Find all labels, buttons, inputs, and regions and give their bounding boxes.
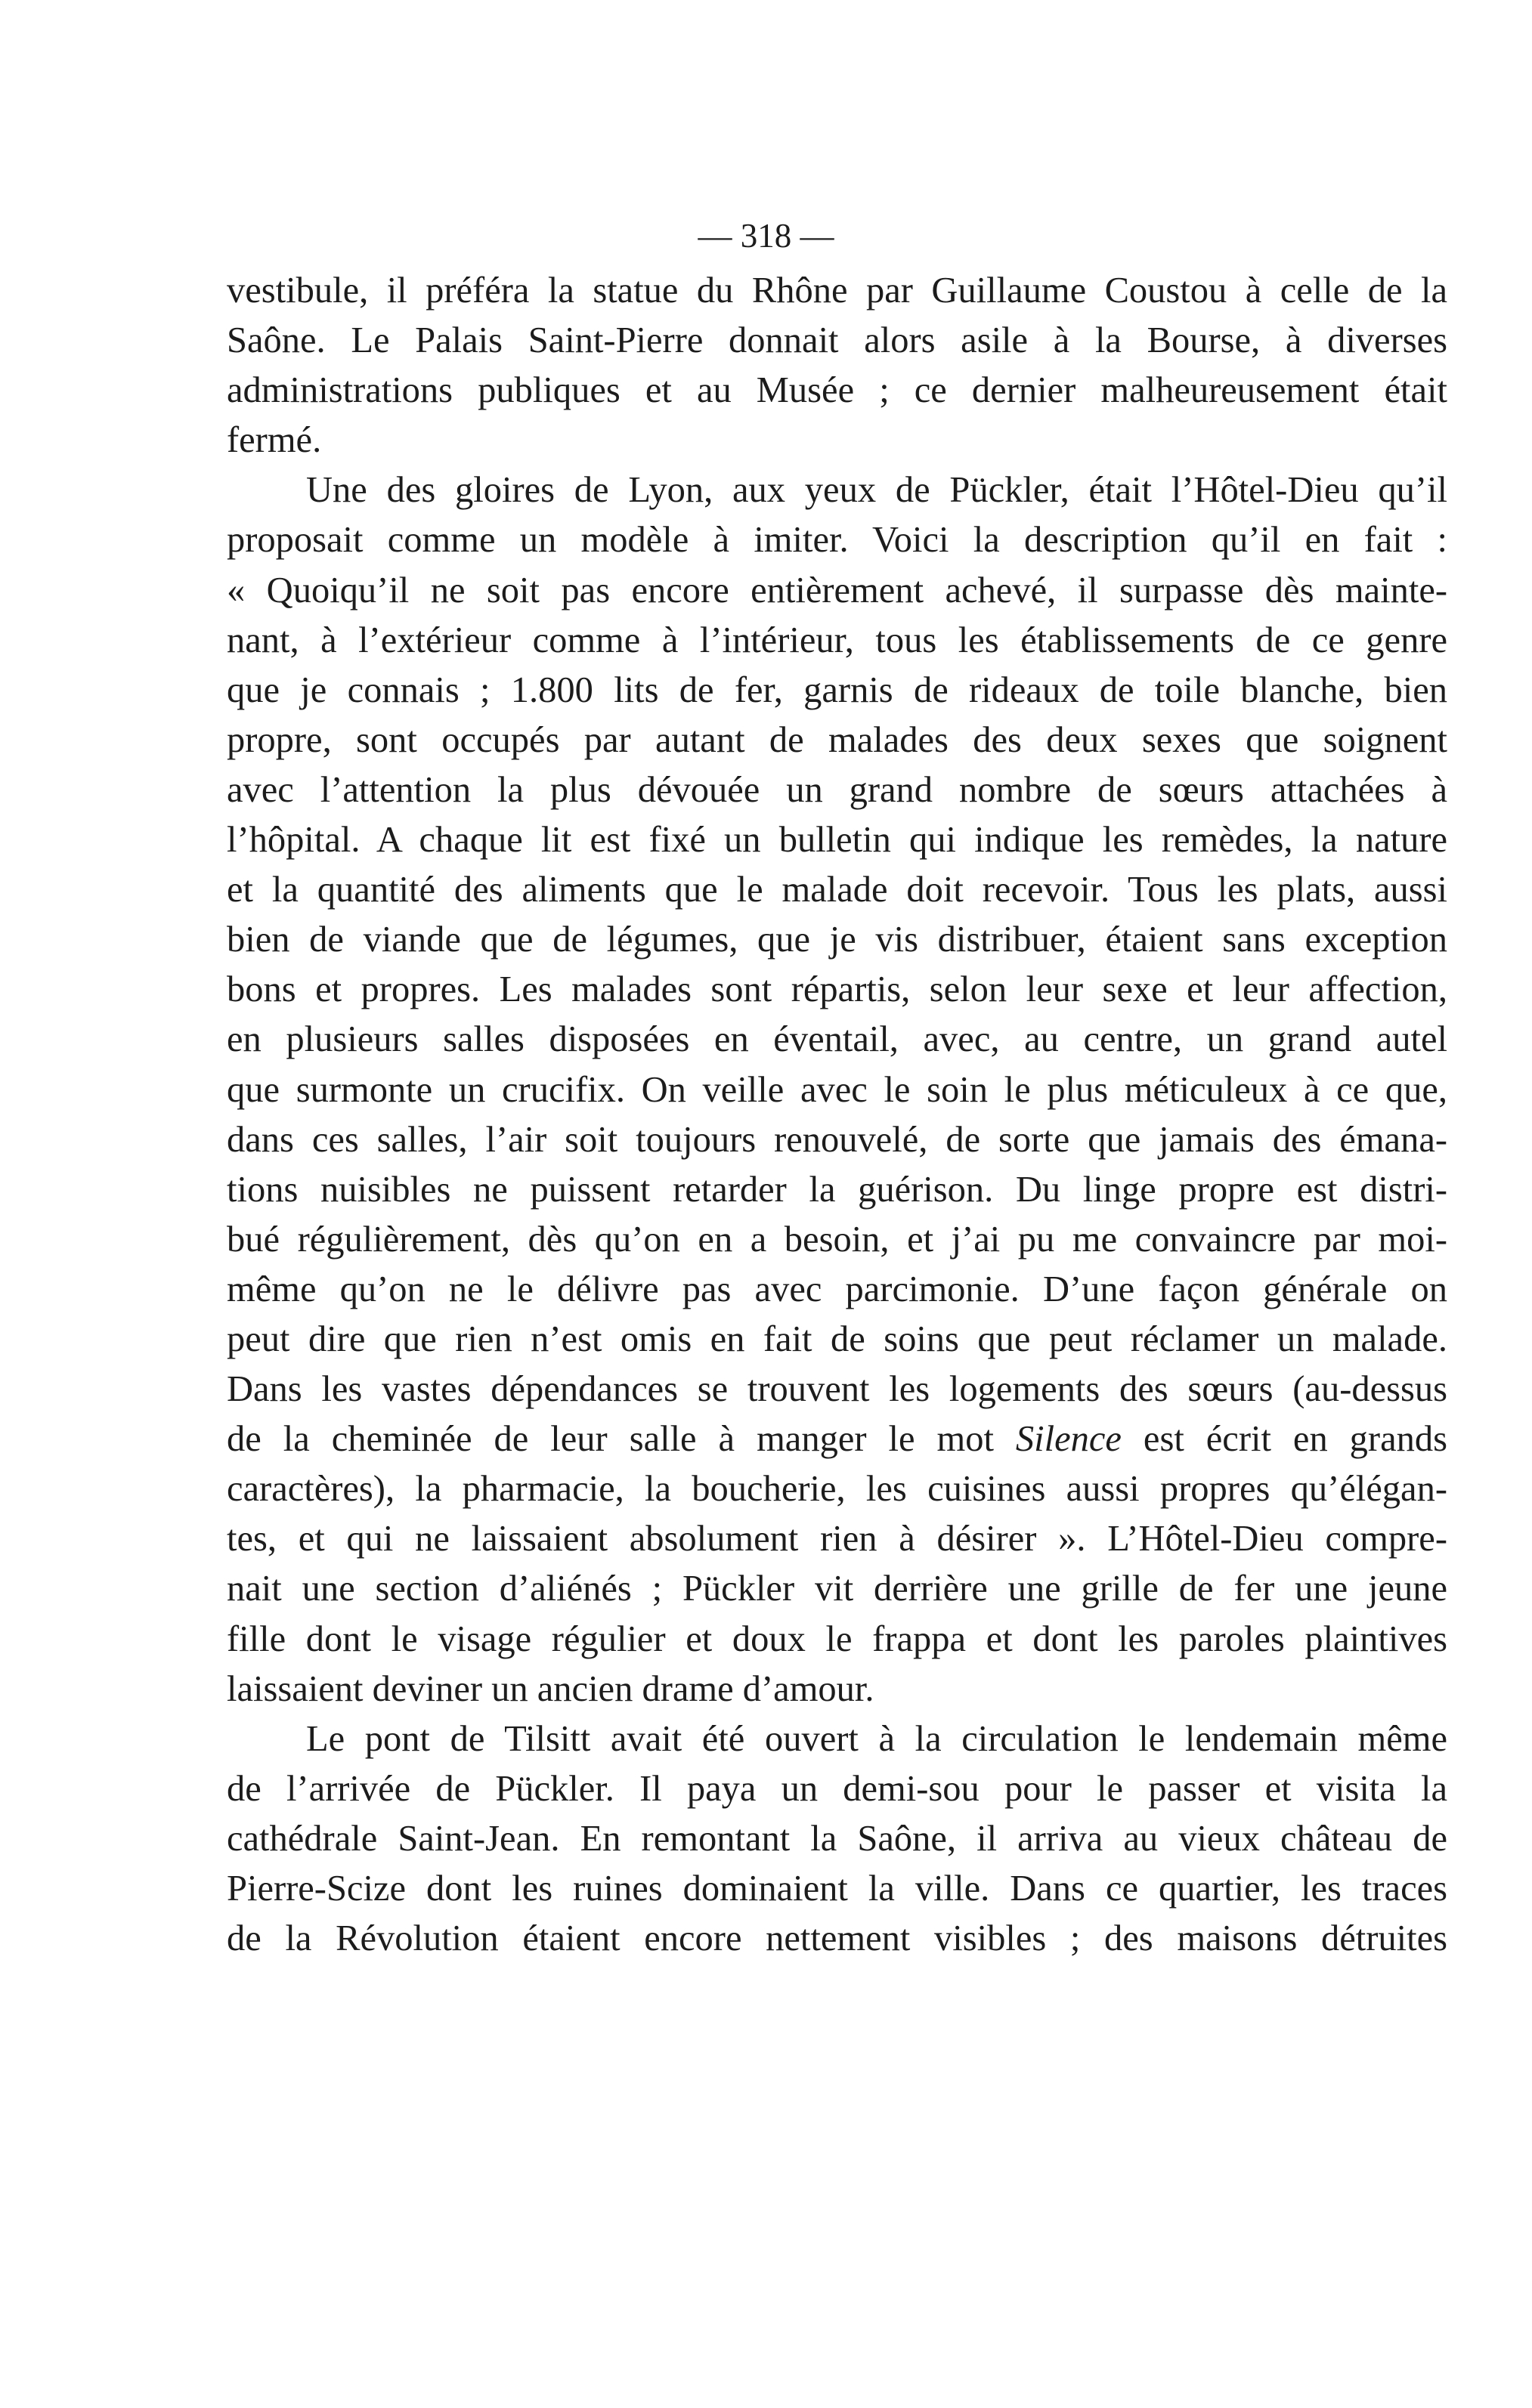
text-line: administrations publiques et au Musée ; ce dernier malheureusement était	[227, 370, 1447, 411]
text-run: est écrit en grands	[1121, 1419, 1447, 1460]
text-line: bons et propres. Les malades sont répartis, selon leur sexe et leur affection,	[227, 969, 1447, 1010]
text-line: que je connais ; 1.800 lits de fer, garnis de rideaux de toile blanche, bien	[227, 669, 1447, 710]
text-line: fille dont le visage régulier et doux le frappa et dont les paroles plaintives	[227, 1618, 1447, 1659]
italic-word: Silence	[1015, 1419, 1122, 1460]
page-number: — 318 —	[698, 217, 834, 255]
text-line: bien de viande que de légumes, que je vis distribuer, étaient sans exception	[227, 920, 1447, 960]
text-line: caractères), la pharmacie, la boucherie, les cuisines aussi propres qu’élégan-	[227, 1469, 1447, 1510]
text-line: Saône. Le Palais Saint-Pierre donnait alors asile à la Bourse, à diverses	[227, 320, 1447, 361]
text-line: nant, à l’extérieur comme à l’intérieur, tous les établissements de ce genre	[227, 620, 1447, 660]
text-line: de l’arrivée de Pückler. Il paya un demi-sou pour le passer et visita la	[227, 1768, 1447, 1809]
text-line: laissaient deviner un ancien drame d’amour.	[227, 1668, 874, 1709]
text-line: en plusieurs salles disposées en éventail, avec, au centre, un grand autel	[227, 1019, 1447, 1060]
text-run: de la cheminée de leur salle à manger le mot	[227, 1419, 1016, 1460]
text-line: même qu’on ne le délivre pas avec parcimonie. D’une façon générale on	[227, 1269, 1447, 1309]
text-line: dans ces salles, l’air soit toujours renouvelé, de sorte que jamais des émana-	[227, 1119, 1447, 1160]
text-line: tions nuisibles ne puissent retarder la guérison. Du linge propre est distri-	[227, 1169, 1447, 1210]
text-line: propre, sont occupés par autant de malades des deux sexes que soignent	[227, 719, 1447, 760]
text-line: et la quantité des aliments que le malade doit recevoir. Tous les plats, aussi	[227, 870, 1447, 910]
text-line: tes, et qui ne laissaient absolument rien à désirer ». L’Hôtel-Dieu compre-	[227, 1519, 1447, 1559]
text-line: bué régulièrement, dès qu’on en a besoin, et j’ai pu me convaincre par moi-	[227, 1219, 1447, 1260]
text-line: Une des gloires de Lyon, aux yeux de Pückler, était l’Hôtel-Dieu qu’il	[306, 470, 1447, 511]
text-line: Le pont de Tilsitt avait été ouvert à la circulation le lendemain même	[306, 1718, 1447, 1759]
text-line: Pierre-Scize dont les ruines dominaient la ville. Dans ce quartier, les traces	[227, 1869, 1447, 1909]
text-line: que surmonte un crucifix. On veille avec le soin le plus méticuleux à ce que,	[227, 1069, 1447, 1110]
text-line: peut dire que rien n’est omis en fait de soins que peut réclamer un malade.	[227, 1318, 1447, 1359]
text-line: nait une section d’aliénés ; Pückler vit derrière une grille de fer une jeune	[227, 1569, 1447, 1609]
text-line: proposait comme un modèle à imiter. Voici la description qu’il en fait :	[227, 520, 1447, 561]
text-line: avec l’attention la plus dévouée un grand nombre de sœurs attachées à	[227, 769, 1447, 810]
text-line: l’hôpital. A chaque lit est fixé un bulletin qui indique les remèdes, la nature	[227, 820, 1447, 861]
body-text	[227, 266, 1447, 1964]
text-line: vestibule, il préféra la statue du Rhône par Guillaume Coustou à celle de la	[227, 270, 1447, 311]
text-line: fermé.	[227, 420, 322, 461]
text-line	[227, 1414, 1447, 1464]
text-line: de la Révolution étaient encore nettement visibles ; des maisons détruites	[227, 1918, 1447, 1959]
text-line: « Quoiqu’il ne soit pas encore entièrement achevé, il surpasse dès mainte-	[227, 570, 1447, 611]
text-line: cathédrale Saint-Jean. En remontant la Saône, il arriva au vieux château de	[227, 1818, 1447, 1859]
text-line: Dans les vastes dépendances se trouvent les logements des sœurs (au-dessus	[227, 1369, 1447, 1410]
